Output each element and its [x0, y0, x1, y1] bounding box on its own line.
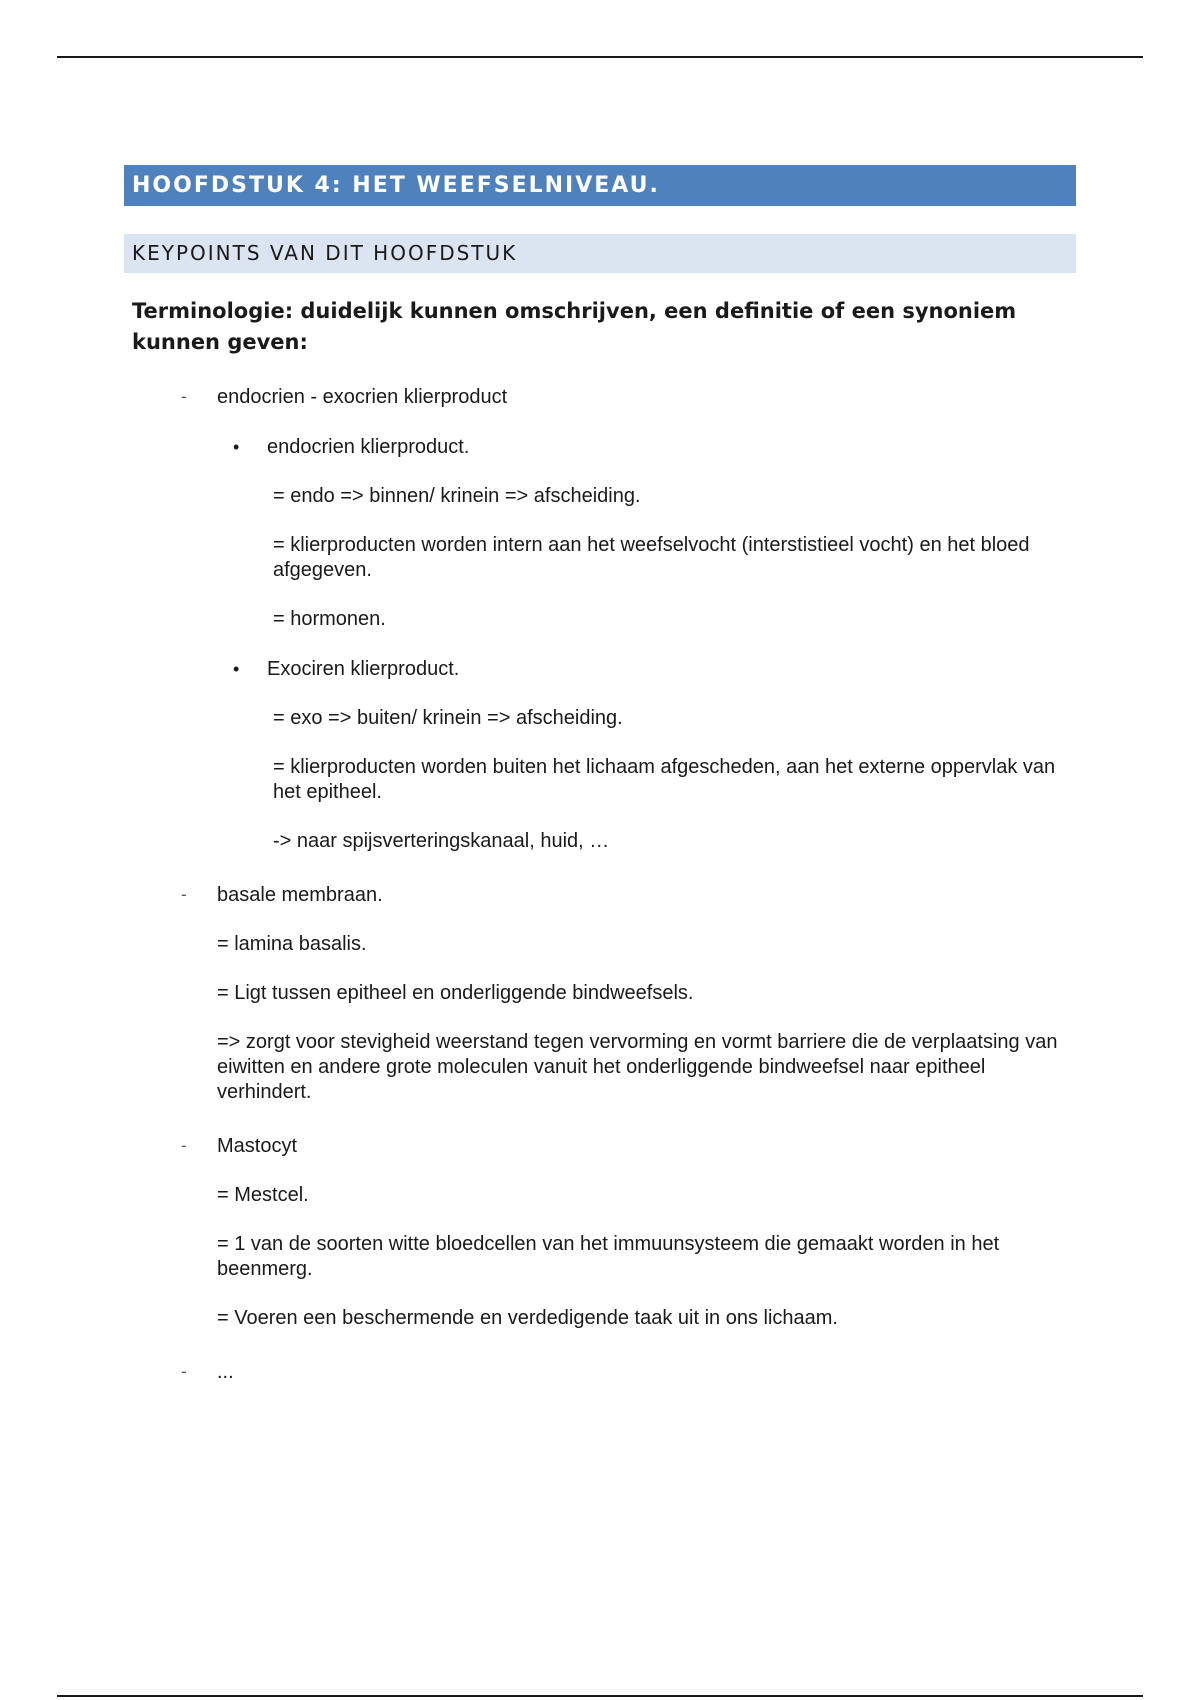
definition: = Voeren een beschermende en verdedigende taak uit in ons lichaam. [217, 1307, 838, 1329]
definition: = klierproducten worden intern aan het weefselvocht (interstistieel vocht) en het bloed afgegeven. [273, 534, 1030, 581]
dash-marker: - [181, 1362, 187, 1381]
sub-item [217, 656, 1076, 854]
definition: = endo => binnen/ krinein => afscheiding. [273, 485, 641, 507]
term-item [124, 882, 1076, 1105]
definition: = 1 van de soorten witte bloedcellen van het immuunsysteem die gemaakt worden in het beenmerg. [217, 1233, 1000, 1280]
terminology-intro: Terminologie: duidelijk kunnen omschrijven, een definitie of een synoniem kunnen geven: [132, 299, 1017, 354]
sub-item-label: endocrien klierproduct. [267, 436, 470, 458]
term-item [124, 384, 1076, 854]
header-rule [57, 56, 1143, 58]
definition: = lamina basalis. [217, 933, 367, 955]
definition: = Ligt tussen epitheel en onderliggende bindweefsels. [217, 982, 694, 1004]
sub-list [217, 434, 1076, 854]
sub-item [217, 434, 1076, 632]
definition: = klierproducten worden buiten het lichaam afgescheden, aan het externe oppervlak van het epitheel. [273, 756, 1056, 803]
section-title: KEYPOINTS VAN DIT HOOFDSTUK [124, 234, 1076, 273]
term-label: Mastocyt [217, 1135, 298, 1157]
sub-item-label: Exociren klierproduct. [267, 658, 460, 680]
definition: -> naar spijsverteringskanaal, huid, … [273, 830, 610, 852]
definition: = exo => buiten/ krinein => afscheiding. [273, 707, 623, 729]
definition: = hormonen. [273, 608, 386, 630]
footer-rule [57, 1695, 1143, 1697]
term-item [124, 1359, 1076, 1385]
dash-marker: - [181, 387, 187, 406]
bullet-marker: • [233, 437, 240, 457]
chapter-title: HOOFDSTUK 4: HET WEEFSELNIVEAU. [124, 165, 1076, 206]
definition: => zorgt voor stevigheid weerstand tegen vervorming en vormt barriere die de verplaatsing van eiwitten en andere grote moleculen vanuit het onderliggende bindweefsel naar epitheel verhindert. [217, 1031, 1058, 1103]
term-label: basale membraan. [217, 884, 383, 906]
term-label: ... [217, 1361, 234, 1383]
dash-marker: - [181, 1136, 187, 1155]
page-content [124, 165, 1076, 1413]
term-label: endocrien - exocrien klierproduct [217, 386, 508, 408]
term-list [124, 384, 1076, 1385]
definition: = Mestcel. [217, 1184, 309, 1206]
term-item [124, 1133, 1076, 1331]
bullet-marker: • [233, 659, 240, 679]
dash-marker: - [181, 885, 187, 904]
